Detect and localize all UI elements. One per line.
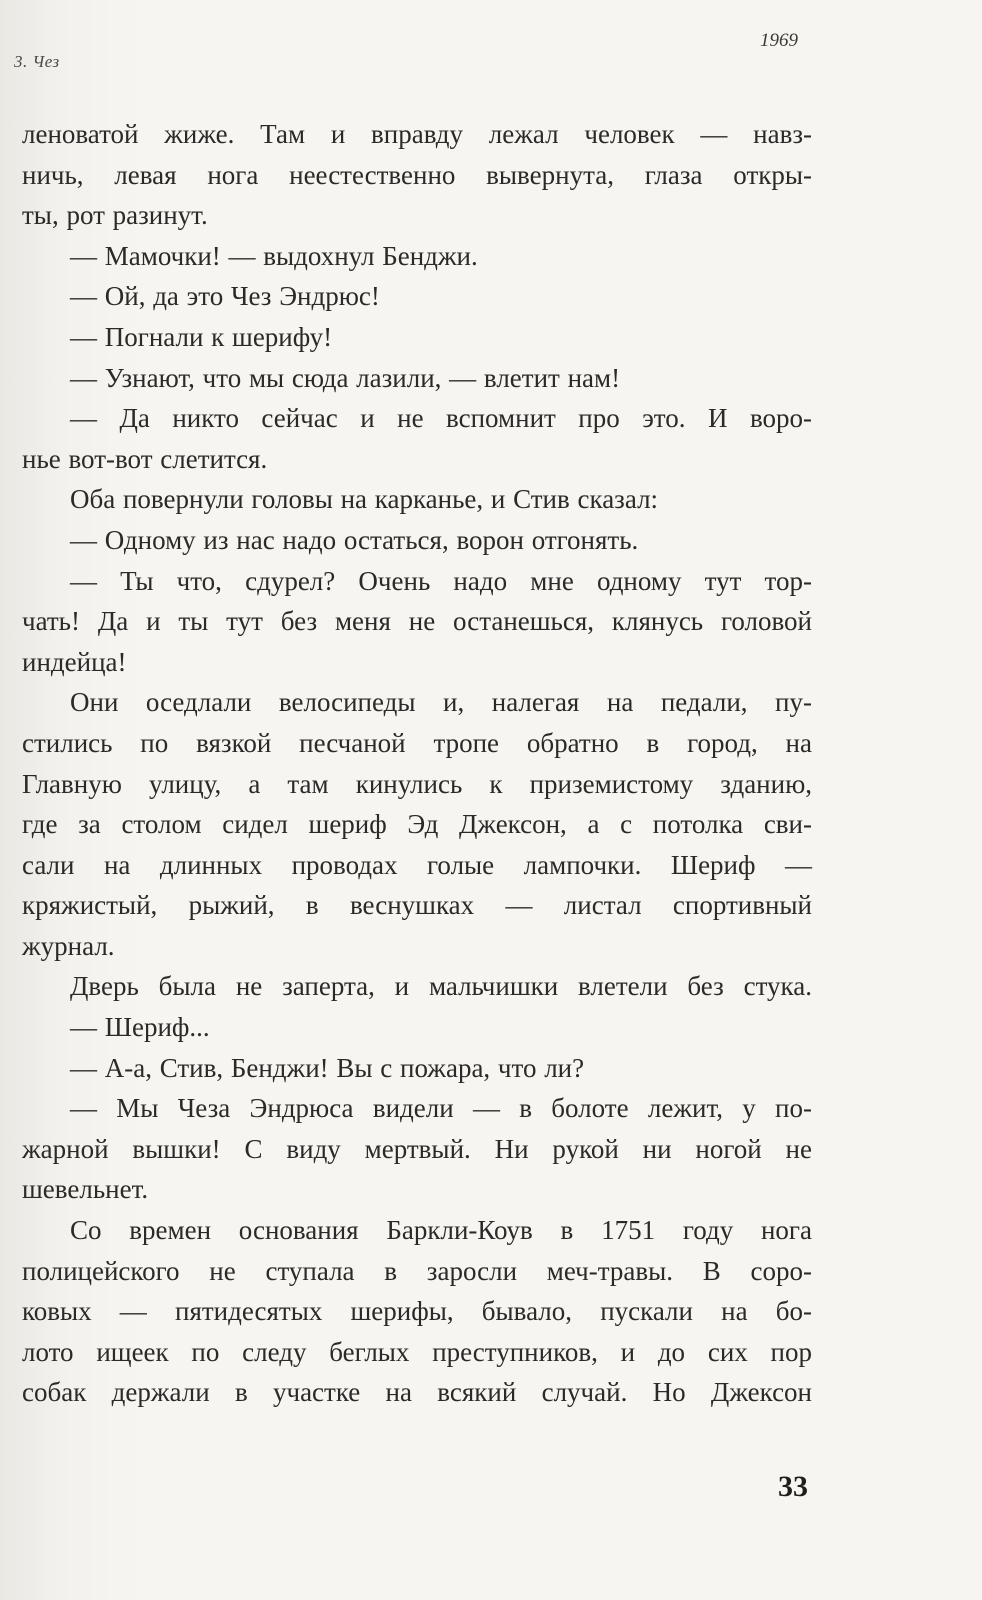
text-line: Главную улицу, а там кинулись к приземистому зданию,	[22, 768, 812, 799]
text-line: леноватой жиже. Там и вправду лежал человек — навз-	[22, 119, 812, 149]
text-line: журнал.	[22, 930, 115, 961]
running-head-chapter: 3. Чез	[14, 52, 60, 71]
text-line: — Одному из нас надо остаться, ворон отгонять.	[70, 524, 639, 555]
text-line: — Ой, да это Чез Эндрюс!	[70, 281, 380, 312]
text-line: индейца!	[22, 646, 127, 677]
text-line: чать! Да и ты тут без меня не останешься, клянусь головой	[22, 606, 812, 637]
text-line: нье вот-вот слетится.	[22, 443, 268, 474]
text-line: шевельнет.	[22, 1174, 149, 1205]
text-line: полицейского не ступала в заросли меч-травы. В соро-	[22, 1255, 812, 1286]
running-head-year: 1969	[760, 30, 798, 51]
text-line: — А-а, Стив, Бенджи! Вы с пожара, что ли?	[70, 1052, 585, 1083]
text-line: — Мы Чеза Эндрюса видели — в болоте лежит, у по-	[70, 1093, 812, 1124]
page-number: 33	[778, 1470, 808, 1503]
text-line: лото ищеек по следу беглых преступников, и до сих пор	[22, 1336, 812, 1367]
text-line: — Погнали к шерифу!	[70, 321, 333, 352]
text-line: жарной вышки! С виду мертвый. Ни рукой ни ногой не	[22, 1133, 812, 1164]
text-line: кряжистый, рыжий, в веснушках — листал спортивный	[22, 890, 812, 921]
text-line: Дверь была не заперта, и мальчишки влетели без стука.	[70, 971, 812, 1002]
text-line: где за столом сидел шериф Эд Джексон, а с потолка сви-	[22, 809, 812, 840]
text-line: — Ты что, сдурел? Очень надо мне одному тут тор-	[70, 565, 812, 596]
text-line: стились по вязкой песчаной тропе обратно в город, на	[22, 727, 812, 758]
text-line: сали на длинных проводах голые лампочки. Шериф —	[22, 849, 812, 880]
text-line: — Узнают, что мы сюда лазили, — влетит нам!	[70, 362, 621, 393]
text-line: ничь, левая нога неестественно вывернута, глаза откры-	[22, 159, 812, 190]
text-line: — Да никто сейчас и не вспомнит про это. И воро-	[70, 403, 812, 434]
text-line: — Шериф...	[70, 1012, 210, 1043]
text-line: ковых — пятидесятых шерифы, бывало, пускали на бо-	[22, 1296, 812, 1327]
text-line: Со времен основания Баркли-Коув в 1751 году нога	[70, 1215, 812, 1246]
text-line: ты, рот разинут.	[22, 200, 208, 231]
text-line: Оба повернули головы на карканье, и Стив сказал:	[70, 484, 659, 515]
text-line: — Мамочки! — выдохнул Бенджи.	[70, 240, 478, 271]
text-line: Они оседлали велосипеды и, налегая на педали, пу-	[70, 687, 812, 718]
body-text	[22, 114, 822, 1413]
text-line: собак держали в участке на всякий случай. Но Джексон	[22, 1377, 812, 1408]
